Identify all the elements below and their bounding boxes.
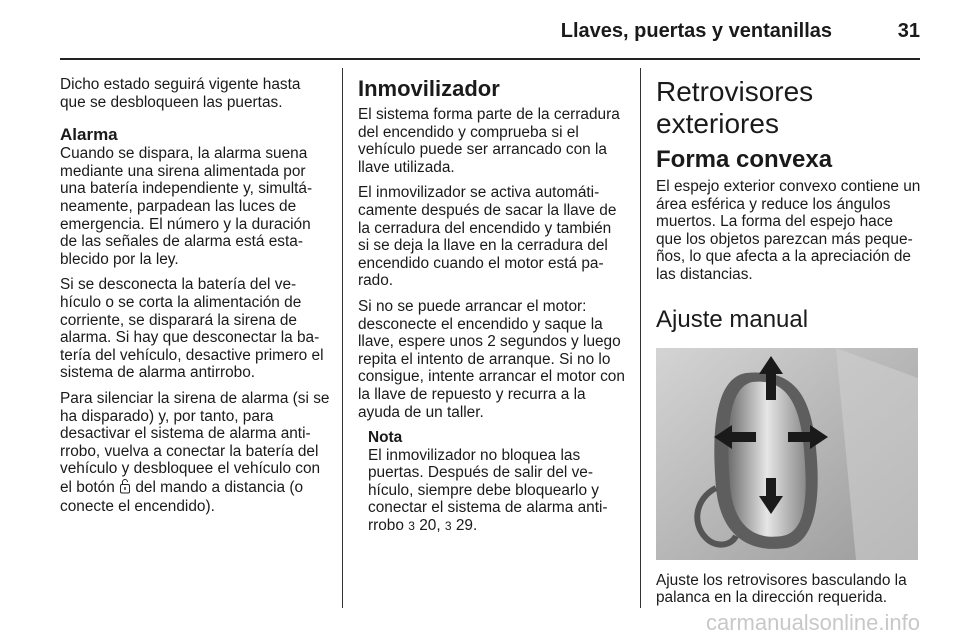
page-number: 31 (897, 20, 920, 42)
alarm-paragraph-1: Cuando se dispara, la alarma suena mediante una sirena alimentada por una batería independiente y, simultáneamente, parpadean las luces de emergencia. El número y la duración de las señales de alarma está establecido por la ley. (60, 145, 313, 268)
column-1 (60, 76, 330, 524)
alarm-paragraph-3-text-a: Para silenciar la sirena de alarma (si se ha disparado) y, por tanto, para desactivar el sistema de alarma antirrobo, vuelva a conectar la batería del vehículo y desbloquee el vehículo con el botón (60, 389, 330, 496)
page-reference-arrow-icon: 3 (444, 519, 452, 534)
page-reference-arrow-icon: 3 (408, 519, 415, 534)
convex-shape-heading: Forma convexa (656, 146, 833, 173)
column-2 (358, 76, 626, 536)
alarm-heading: Alarma (60, 125, 118, 145)
immobilizer-paragraph-1: El sistema forma parte de la cerradura del encendido y comprueba si el vehículo puede ser arrancado con la llave utilizada. (358, 106, 620, 176)
immobilizer-paragraph-2: El inmovilizador se activa automáticamente después de sacar la llave de la cerradura del encendido y también si se deja la llave en la cerradura del encendido cuando el motor está parado. (358, 184, 617, 290)
watermark: carmanualsonline.info (705, 610, 920, 635)
note-text-a: El inmovilizador no bloquea las puertas. Después de salir del vehículo, siempre debe bloquearlo y conectar el sistema de alarma antirrobo (368, 446, 608, 535)
alarm-paragraph-3-text-b: del mando a distancia (o conecte el encendido). (60, 478, 304, 516)
convex-shape-paragraph: El espejo exterior convexo contiene un área esférica y reduce los ángulos muertos. La forma del espejo hace que los objetos parezcan más pequeños, lo que afecta a la apreciación de las distancias. (656, 178, 921, 283)
note-box (358, 429, 626, 536)
alarm-paragraph-3 (60, 390, 330, 516)
mirror-adjust-figure (656, 348, 918, 560)
unlock-icon (119, 478, 131, 499)
header-rule (60, 58, 920, 60)
mirror-adjust-arrows-illustration (656, 348, 918, 560)
column-3 (656, 76, 922, 615)
immobilizer-paragraph-3: Si no se puede arrancar el motor: desconecte el encendido y saque la llave, espere unos 2 segundos y luego repita el intento de arranque. Si no lo consigue, intente arrancar el motor con la llave de repuesto y recurra a la ayuda de un taller. (358, 297, 625, 421)
alarm-paragraph-2: Si se desconecta la batería del vehículo o se corta la alimentación de corriente, se disparará la sirena de alarma. Si hay que desconectar la batería del vehículo, desactive primero el sistema de alarma antirrobo. (60, 276, 324, 382)
page-reference-1[interactable]: 20 (419, 517, 437, 535)
column-divider-2 (640, 68, 641, 608)
manual-adjust-caption: Ajuste los retrovisores basculando la palanca en la dirección requerida. (656, 571, 907, 607)
page-header-title: Llaves, puertas y ventanillas (560, 20, 832, 42)
page-reference-2[interactable]: 29 (455, 517, 473, 535)
immobilizer-heading: Inmovilizador (358, 76, 500, 101)
intro-paragraph: Dicho estado seguirá vigente hasta que se desbloqueen las puertas. (60, 76, 301, 111)
note-text: El inmovilizador no bloquea las puertas. Después de salir del vehículo, siempre debe bloquearlo y conectar el sistema de alarma antirrobo 3 20, 3 29. (368, 446, 608, 535)
manual-adjust-heading: Ajuste manual (656, 305, 809, 333)
mirrors-heading: Retrovisores exteriores (656, 76, 814, 139)
column-divider-1 (342, 68, 343, 608)
note-title: Nota (368, 429, 403, 447)
